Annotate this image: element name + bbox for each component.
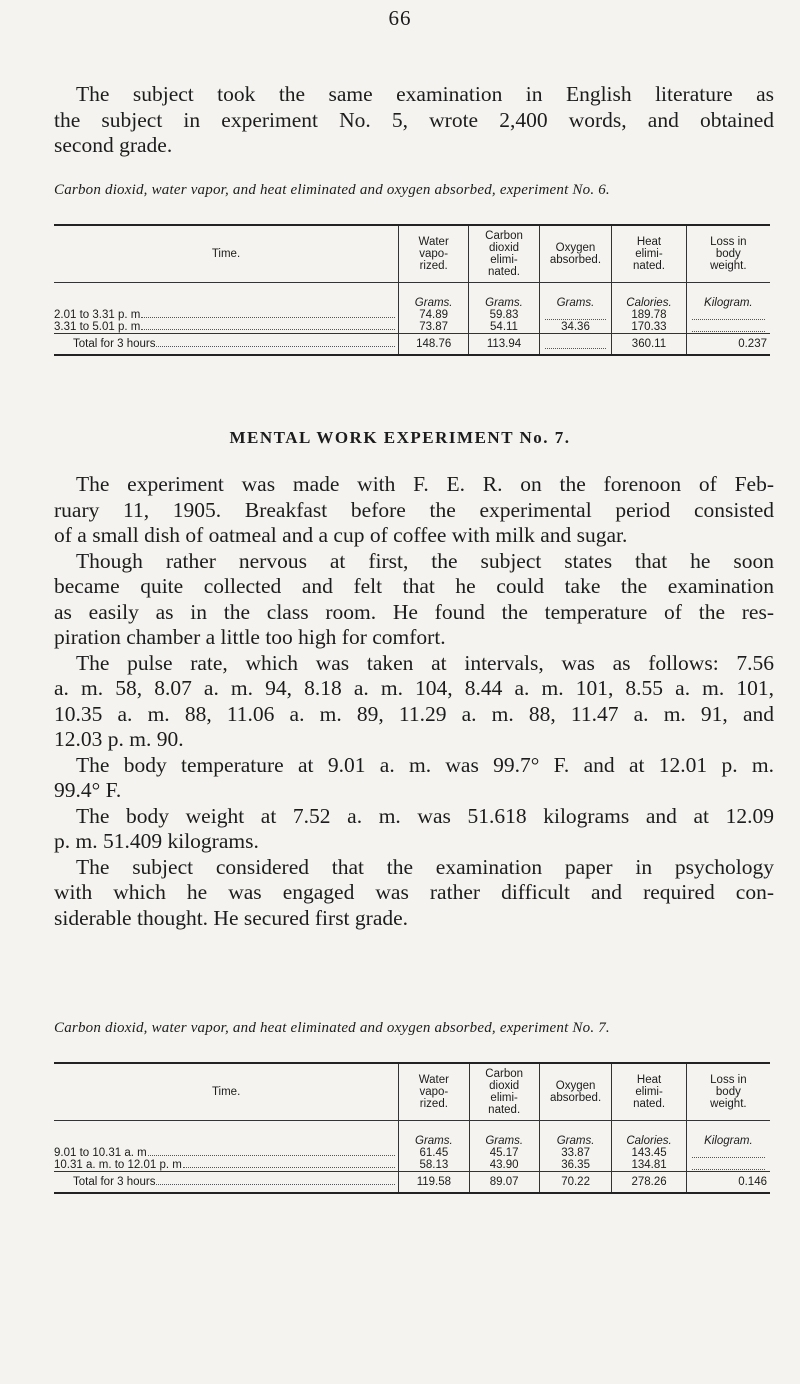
paragraph-line: siderable thought. He secured first grade. (54, 905, 409, 930)
paragraph-line: with which he was engaged was rather difficult and required con- (54, 880, 774, 904)
table-cell: 61.45 (399, 1147, 469, 1159)
unit-label: Calories. (612, 283, 686, 310)
table-cell: 70.22 (539, 1172, 612, 1194)
time-cell: Total for 3 hours (54, 1172, 399, 1194)
paragraph-line: The pulse rate, which was taken at intervals, was as follows: 7.56 (76, 650, 774, 675)
table-cell: 360.11 (612, 334, 686, 356)
unit-label: Calories. (612, 1121, 686, 1148)
page-number: 66 (388, 6, 412, 30)
paragraph-line: The body weight at 7.52 a. m. was 51.618 kilograms and at 12.09 (76, 803, 774, 828)
header-loss: Loss in body weight. (686, 225, 770, 283)
paragraph-line: The subject considered that the examination paper in psychology (76, 854, 774, 879)
table-cell: 89.07 (469, 1172, 539, 1194)
table-cell (686, 1159, 770, 1172)
paragraph-line: as easily as in the class room. He found the temperature of the res- (54, 599, 774, 624)
header-oxygen: Oxygen absorbed. (539, 225, 612, 283)
table-cell (539, 309, 612, 321)
header-carbon: Carbon dioxid elimi- nated. (469, 225, 539, 283)
header-heat: Heat elimi- nated. (612, 1063, 686, 1121)
table-cell: 74.89 (398, 309, 468, 321)
table-cell (54, 283, 398, 310)
unit-label: Kilogram. (686, 1121, 770, 1148)
unit-label: Grams. (469, 1121, 539, 1148)
table-cell: 73.87 (398, 321, 468, 334)
unit-label: Grams. (539, 283, 612, 310)
table-units-row (54, 283, 770, 310)
table6-caption: Carbon dioxid, water vapor, and heat eliminated and oxygen absorbed, experiment No. 6. (54, 182, 610, 198)
table6 (54, 224, 770, 356)
table-row (54, 1147, 770, 1159)
unit-label: Grams. (399, 1121, 469, 1148)
header-water: Water vapo- rized. (399, 1063, 469, 1121)
table-cell: 43.90 (469, 1159, 539, 1172)
table-units-row (54, 1121, 770, 1148)
header-time: Time. (54, 1063, 399, 1121)
table-row (54, 321, 770, 334)
table-cell: 0.237 (686, 334, 770, 356)
table-header-row (54, 225, 770, 283)
table-cell: 36.35 (539, 1159, 612, 1172)
paragraph-line: p. m. 51.409 kilograms. (54, 829, 259, 853)
paragraph-line: 99.4° F. (54, 778, 122, 802)
table-row (54, 1159, 770, 1172)
table-cell: 143.45 (612, 1147, 686, 1159)
table-cell: 189.78 (612, 309, 686, 321)
table7-caption: Carbon dioxid, water vapor, and heat eliminated and oxygen absorbed, experiment No. 7. (54, 1020, 610, 1036)
paragraph-line: The body temperature at 9.01 a. m. was 99.7° F. and at 12.01 p. m. (76, 752, 774, 777)
unit-label: Kilogram. (686, 283, 770, 310)
header-time: Time. (54, 225, 398, 283)
intro-paragraph (54, 82, 774, 159)
header-carbon: Carbon dioxid elimi- nated. (469, 1063, 539, 1121)
table-cell (686, 321, 770, 334)
table-cell: 0.146 (686, 1172, 770, 1194)
table-cell: 134.81 (612, 1159, 686, 1172)
time-cell: 10.31 a. m. to 12.01 p. m (54, 1159, 399, 1172)
paragraph-line: Though rather nervous at first, the subject states that he soon (76, 548, 774, 573)
body-text (54, 472, 774, 931)
time-cell: 9.01 to 10.31 a. m (54, 1147, 399, 1159)
header-water: Water vapo- rized. (398, 225, 468, 283)
table-cell: 170.33 (612, 321, 686, 334)
paragraph-line: piration chamber a little too high for comfort. (54, 625, 446, 649)
table-cell: 278.26 (612, 1172, 686, 1194)
paragraph-line: became quite collected and felt that he could take the examination (54, 574, 774, 598)
table-cell: 58.13 (399, 1159, 469, 1172)
time-cell: Total for 3 hours (54, 334, 398, 356)
header-heat: Heat elimi- nated. (612, 225, 686, 283)
table-cell: 59.83 (469, 309, 539, 321)
paragraph-line: the subject in experiment No. 5, wrote 2,400 words, and obtained (54, 107, 774, 132)
table-cell: 45.17 (469, 1147, 539, 1159)
table-row (54, 309, 770, 321)
header-oxygen: Oxygen absorbed. (539, 1063, 612, 1121)
paragraph-line: a. m. 58, 8.07 a. m. 94, 8.18 a. m. 104, 8.44 a. m. 101, 8.55 a. m. 101, (54, 676, 774, 700)
unit-label: Grams. (539, 1121, 612, 1148)
section-heading: MENTAL WORK EXPERIMENT No. 7. (229, 428, 571, 447)
table-cell: 33.87 (539, 1147, 612, 1159)
unit-label: Grams. (469, 283, 539, 310)
table-cell (539, 334, 612, 356)
table-header-row (54, 1063, 770, 1121)
time-cell: 3.31 to 5.01 p. m (54, 321, 398, 334)
table-cell (686, 1147, 770, 1159)
paragraph-line: of a small dish of oatmeal and a cup of coffee with milk and sugar. (54, 523, 628, 547)
table-cell (686, 309, 770, 321)
paragraph-line: The experiment was made with F. E. R. on the forenoon of Feb- (76, 472, 774, 496)
table-total-row (54, 334, 770, 356)
paragraph-line: The subject took the same examination in English literature as (76, 82, 774, 106)
paragraph-line: second grade. (54, 133, 173, 157)
paragraph-line: 12.03 p. m. 90. (54, 727, 184, 751)
table7 (54, 1062, 770, 1194)
table-cell: 54.11 (469, 321, 539, 334)
header-loss: Loss in body weight. (686, 1063, 770, 1121)
table-cell: 148.76 (398, 334, 468, 356)
table-cell: 113.94 (469, 334, 539, 356)
table-cell: 34.36 (539, 321, 612, 334)
paragraph-line: ruary 11, 1905. Breakfast before the experimental period consisted (54, 497, 774, 522)
table-total-row (54, 1172, 770, 1194)
time-cell: 2.01 to 3.31 p. m (54, 309, 398, 321)
table-cell (54, 1121, 399, 1148)
table-cell: 119.58 (399, 1172, 469, 1194)
unit-label: Grams. (398, 283, 468, 310)
paragraph-line: 10.35 a. m. 88, 11.06 a. m. 89, 11.29 a. m. 88, 11.47 a. m. 91, and (54, 701, 774, 726)
